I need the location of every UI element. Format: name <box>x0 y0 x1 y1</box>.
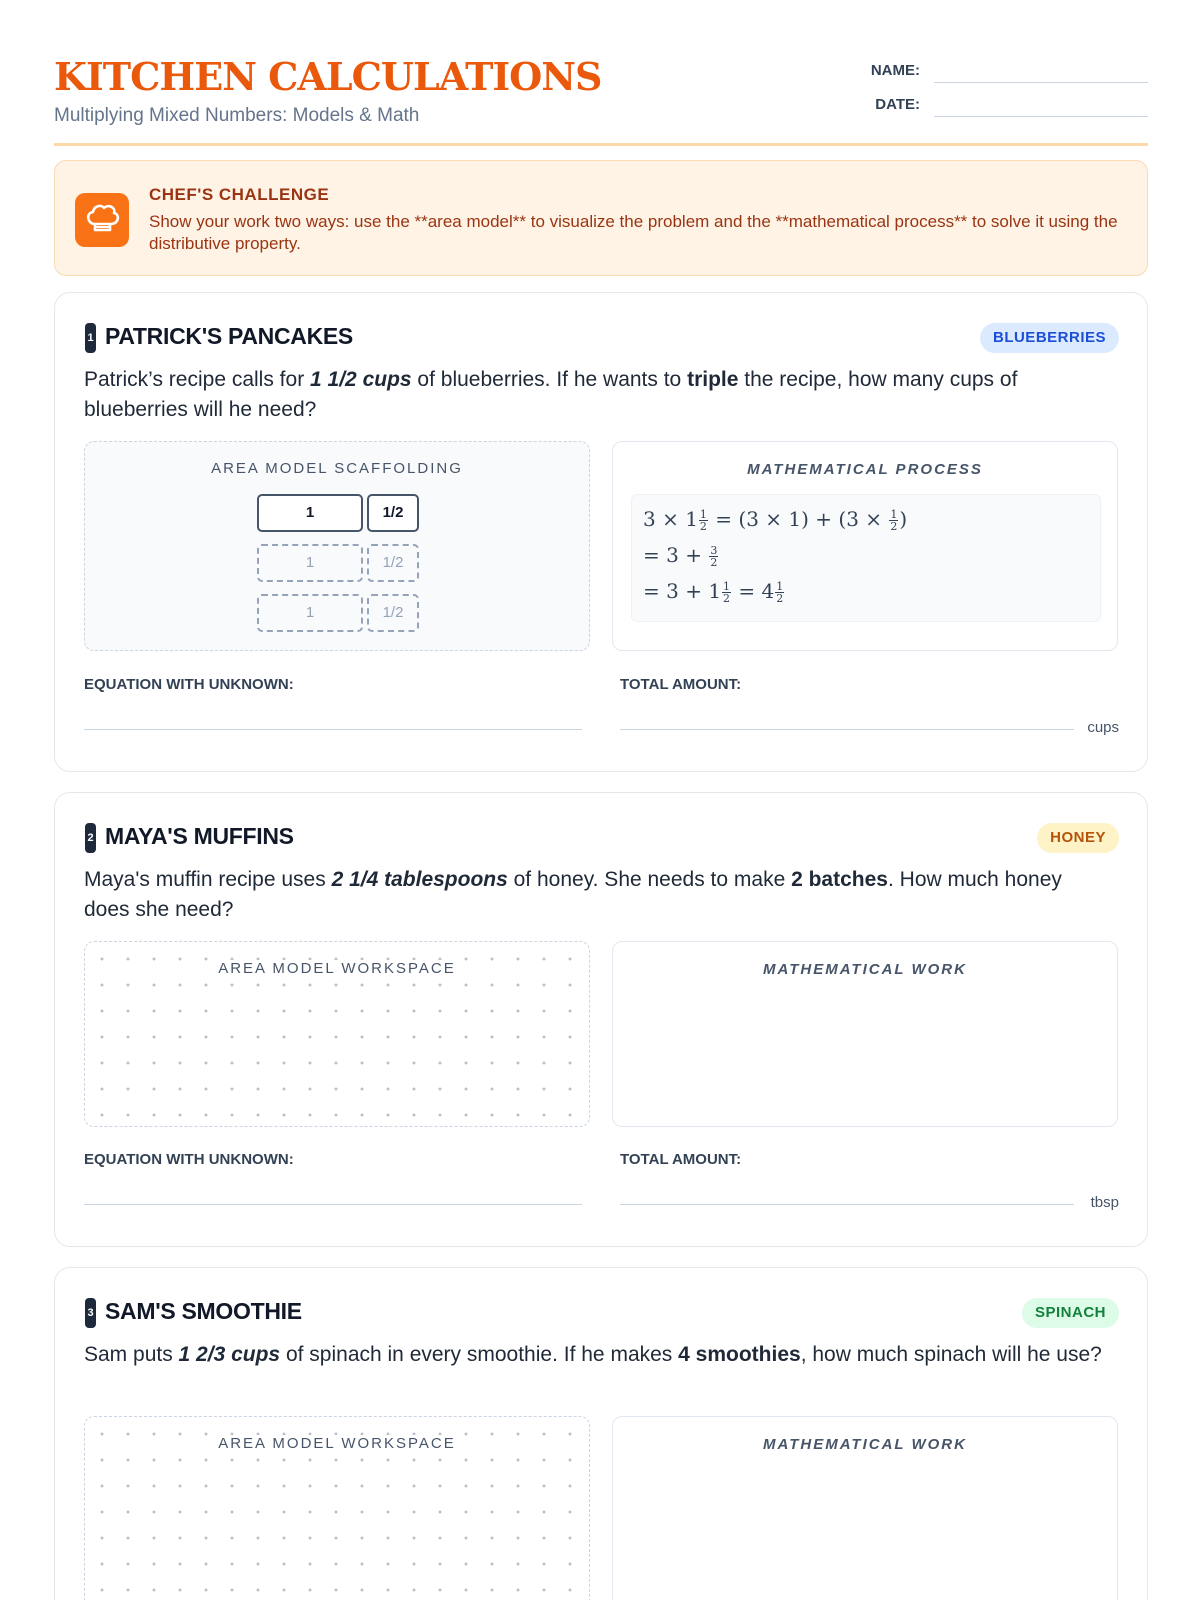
date-field[interactable] <box>934 116 1148 117</box>
problem-number: 3 <box>85 1298 96 1328</box>
area-cell-fraction: 1/2 <box>367 594 419 632</box>
chef-hat-icon <box>75 193 129 247</box>
problem-text: Patrick’s recipe calls for 1 1/2 cups of blueberries. If he wants to triple the recipe, how many cups of blueberries will he need? <box>84 368 1018 421</box>
area-model-label: AREA MODEL WORKSPACE <box>85 960 589 977</box>
math-work-label: MATHEMATICAL WORK <box>763 961 967 978</box>
date-label: DATE: <box>875 96 920 113</box>
name-field[interactable] <box>934 82 1148 83</box>
name-label: NAME: <box>870 62 920 79</box>
unit-label: tbsp <box>1090 1194 1119 1211</box>
math-step-1: 3 × 1 $\frac{1}{2}$ = (3 × 1) + (3 × $\frac{1}{2}$ ) <box>643 507 908 533</box>
math-solution <box>631 494 1101 622</box>
math-process-label: MATHEMATICAL PROCESS <box>747 461 983 478</box>
math-step-2: = 3 + $\frac{3}{2}$ <box>643 543 718 569</box>
page-subtitle: Multiplying Mixed Numbers: Models & Math <box>54 105 420 126</box>
equation-answer-field[interactable] <box>84 729 582 730</box>
area-model-label: AREA MODEL SCAFFOLDING <box>211 460 463 477</box>
total-amount-label: TOTAL AMOUNT: <box>620 1151 742 1168</box>
area-model-label: AREA MODEL WORKSPACE <box>85 1435 589 1452</box>
area-model-scaffolding <box>84 441 590 651</box>
ingredient-tag: HONEY <box>1037 823 1119 853</box>
problem-title: MAYA'S MUFFINS <box>105 823 294 849</box>
area-cell-fraction: 1/2 <box>367 494 419 532</box>
ingredient-tag: BLUEBERRIES <box>980 323 1119 353</box>
problem-text: Maya's muffin recipe uses 2 1/4 tablespoons of honey. She needs to make 2 batches. How much honey does she need? <box>84 868 1062 921</box>
problem-card-2 <box>54 792 1148 1247</box>
total-amount-field[interactable] <box>620 729 1074 730</box>
mathematical-process-box <box>612 441 1118 651</box>
problem-card-3 <box>54 1267 1148 1600</box>
ingredient-tag: SPINACH <box>1022 1298 1119 1328</box>
area-cell-whole: 1 <box>257 494 363 532</box>
challenge-instructions: Show your work two ways: use the **area model** to visualize the problem and the **mathematical process** to solve it using the distributive property. <box>149 212 1118 253</box>
total-amount-field[interactable] <box>620 1204 1074 1205</box>
date-row <box>848 90 1148 118</box>
problem-text: Sam puts 1 2/3 cups of spinach in every smoothie. If he makes 4 smoothies, how much spinach will he use? <box>84 1343 1102 1366</box>
unit-label: cups <box>1087 719 1119 736</box>
area-model-workspace[interactable] <box>84 941 590 1127</box>
area-cell-fraction: 1/2 <box>367 544 419 582</box>
worksheet-header <box>54 50 1148 146</box>
chefs-challenge-callout <box>54 160 1148 276</box>
problem-number: 1 <box>85 323 96 353</box>
equation-label: EQUATION WITH UNKNOWN: <box>84 676 294 693</box>
problem-title: SAM'S SMOOTHIE <box>105 1298 302 1324</box>
area-cell-whole: 1 <box>257 544 363 582</box>
math-work-label: MATHEMATICAL WORK <box>763 1436 967 1453</box>
page-title: KITCHEN CALCULATIONS <box>54 54 602 99</box>
math-step-3: = 3 + 1 $\frac{1}{2}$ = 4 $\frac{1}{2}$ <box>643 579 784 605</box>
challenge-title: CHEF'S CHALLENGE <box>149 185 330 204</box>
problem-card-1 <box>54 292 1148 772</box>
total-amount-label: TOTAL AMOUNT: <box>620 676 742 693</box>
equation-answer-field[interactable] <box>84 1204 582 1205</box>
area-cell-whole: 1 <box>257 594 363 632</box>
mathematical-work-box[interactable] <box>612 1416 1118 1600</box>
problem-title: PATRICK'S PANCAKES <box>105 323 353 349</box>
area-model-workspace[interactable] <box>84 1416 590 1600</box>
problem-number: 2 <box>85 823 96 853</box>
mathematical-work-box[interactable] <box>612 941 1118 1127</box>
equation-label: EQUATION WITH UNKNOWN: <box>84 1151 294 1168</box>
name-row <box>848 56 1148 84</box>
